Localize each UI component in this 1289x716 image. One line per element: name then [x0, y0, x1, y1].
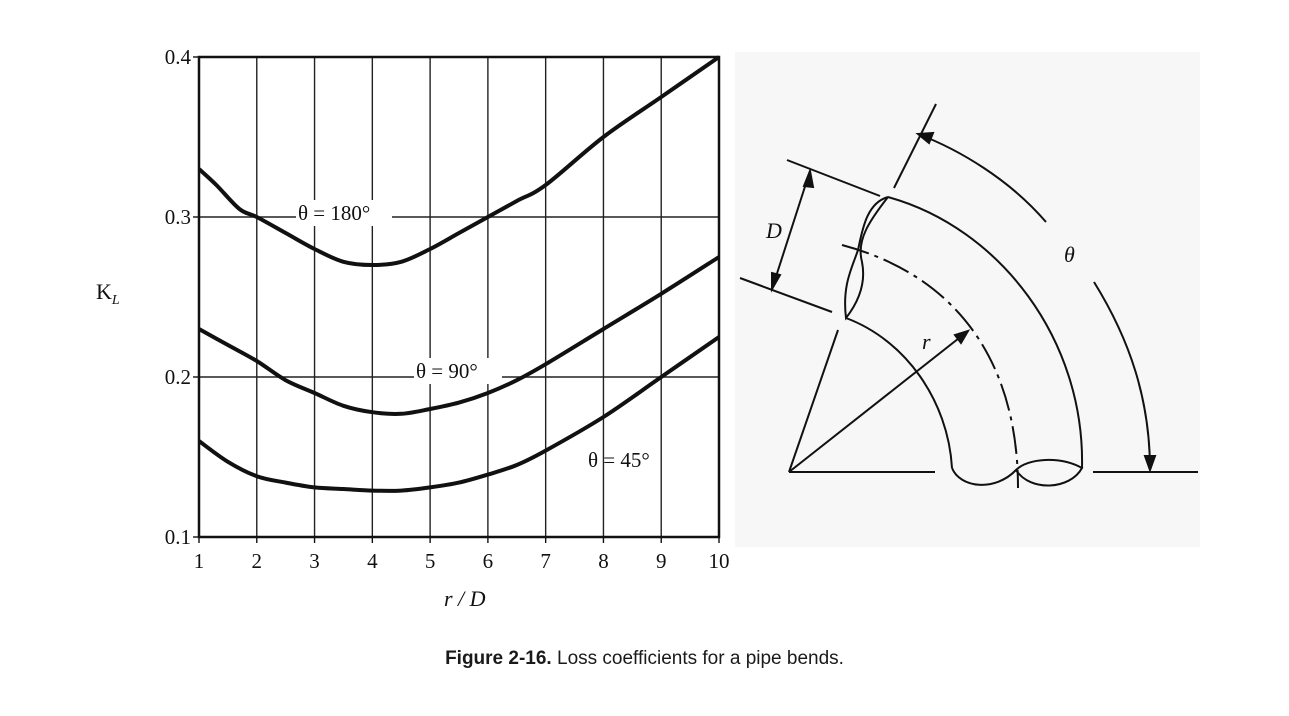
x-tick-label-5: 5 — [424, 549, 436, 573]
x-tick-label-1: 1 — [193, 549, 205, 573]
label-theta: θ — [1064, 242, 1075, 267]
x-tick-label-2: 2 — [251, 549, 263, 573]
y-tick-label-0.4: 0.4 — [164, 45, 191, 69]
caption-number: Figure 2-16. — [445, 648, 552, 669]
y-tick-label-0.1: 0.1 — [164, 525, 191, 549]
caption-text: Loss coefficients for a pipe bends. — [551, 648, 844, 669]
label-D: D — [766, 218, 782, 243]
curve-series-0 — [199, 57, 719, 265]
loss-coefficient-chart — [96, 45, 730, 611]
series-label-180: θ = 180° — [298, 201, 371, 225]
y-axis-label: $K_L$ — [96, 279, 120, 308]
pipe-bend-diagram — [735, 52, 1200, 547]
y-tick-labels — [165, 45, 192, 549]
series-label-45: θ = 45° — [588, 448, 650, 472]
x-tick-label-3: 3 — [309, 549, 320, 573]
x-axis-label: r / D — [444, 586, 486, 611]
figure-caption — [0, 648, 1289, 670]
x-tick-label-10: 10 — [708, 549, 730, 573]
x-tick-label-4: 4 — [367, 549, 378, 573]
y-tick-label-0.3: 0.3 — [164, 205, 191, 229]
x-tick-label-8: 8 — [598, 549, 609, 573]
x-tick-label-6: 6 — [482, 549, 494, 573]
x-tick-label-9: 9 — [655, 549, 667, 573]
x-tick-labels — [194, 549, 730, 573]
label-r: r — [922, 329, 931, 354]
curves — [199, 57, 719, 491]
series-label-90: θ = 90° — [416, 359, 478, 383]
y-tick-label-0.2: 0.2 — [164, 365, 191, 389]
x-tick-label-7: 7 — [540, 549, 551, 573]
